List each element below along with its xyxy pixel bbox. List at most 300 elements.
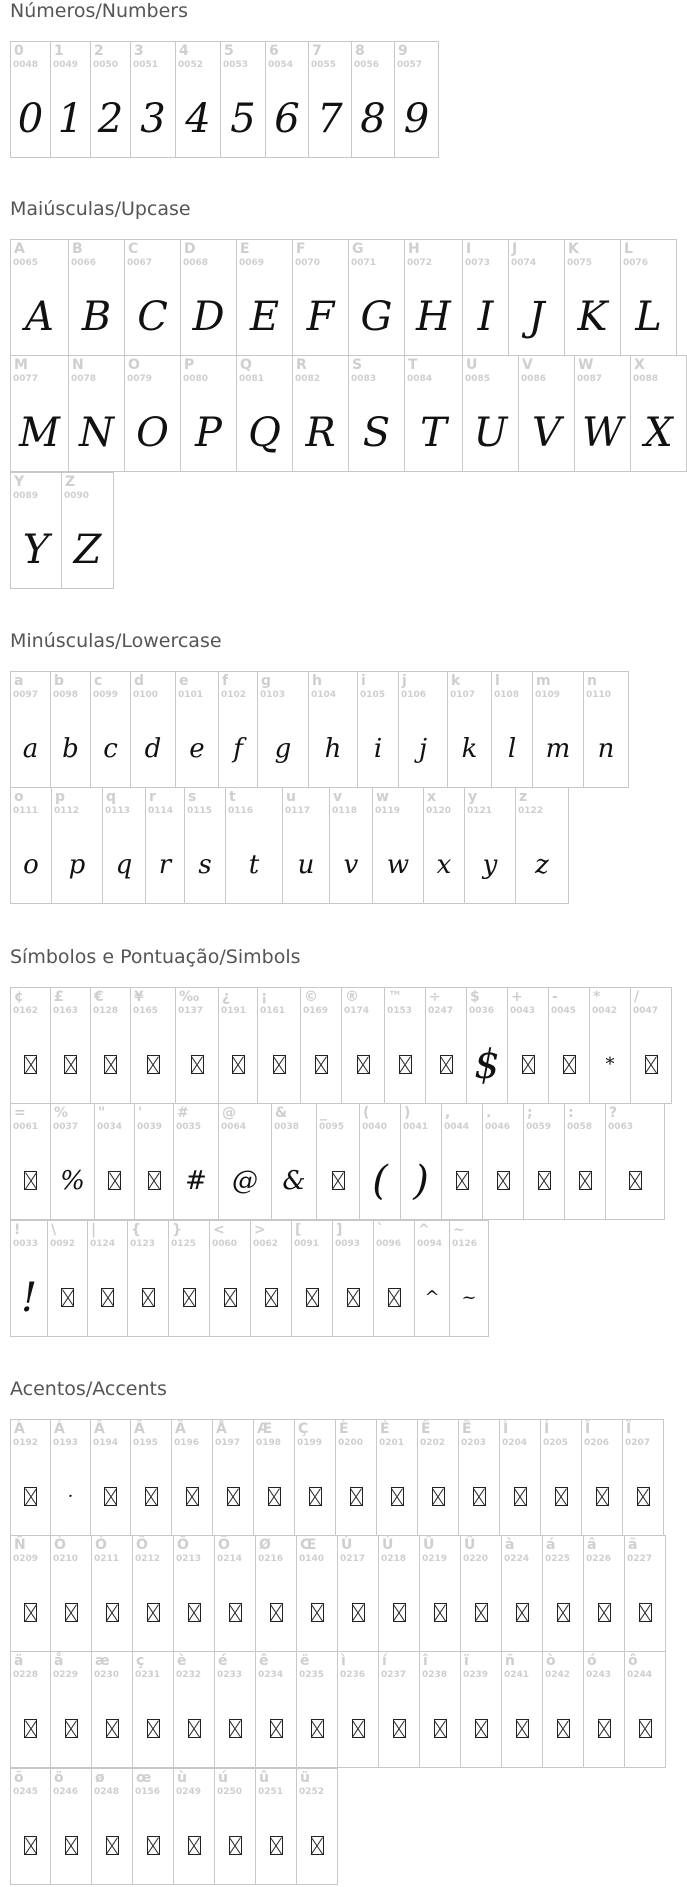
missing-glyph-box-icon <box>229 1836 242 1855</box>
missing-glyph-box-icon <box>106 1603 119 1622</box>
missing-glyph-icon <box>426 1026 466 1103</box>
glyph-code-label: 0116 <box>228 806 254 816</box>
missing-glyph-box-icon <box>232 1055 245 1074</box>
glyph-code-label: 0232 <box>176 1670 202 1680</box>
missing-glyph-box-icon <box>434 1603 447 1622</box>
glyph-cell-0212 <box>132 1535 174 1652</box>
glyph-code-label: 0047 <box>633 1006 659 1016</box>
glyph-cell-0086 <box>518 355 575 472</box>
missing-glyph-icon <box>91 1458 130 1535</box>
glyph-cell-0193 <box>50 1419 91 1536</box>
missing-glyph-box-icon <box>352 1719 365 1738</box>
glyph-code-label: 0194 <box>93 1438 119 1448</box>
glyph-char-label: B <box>72 241 83 257</box>
missing-glyph-box-icon <box>473 1487 486 1506</box>
glyph-char-label: R <box>296 357 307 373</box>
glyph-sample: & <box>282 1165 306 1196</box>
glyph-code-label: 0036 <box>469 1006 495 1016</box>
missing-glyph-icon <box>336 1458 376 1535</box>
glyph-cell-0059 <box>523 1103 565 1220</box>
glyph-cell-0105 <box>357 671 399 788</box>
glyph-cell-0115 <box>184 787 226 904</box>
missing-glyph-icon <box>584 1574 624 1651</box>
glyph-char-label: r <box>149 789 156 805</box>
glyph-code-label: 0046 <box>485 1122 511 1132</box>
glyph-cell-0100 <box>130 671 176 788</box>
glyph-code-label: 0204 <box>502 1438 528 1448</box>
glyph-code-label: 0247 <box>428 1006 454 1016</box>
glyph-char-label: C <box>128 241 139 257</box>
glyph-cell-0036 <box>466 987 508 1104</box>
glyph-code-label: 0248 <box>94 1787 120 1797</box>
glyph-char-label: â <box>587 1537 597 1553</box>
glyph-cell-0228 <box>10 1651 51 1768</box>
glyph-sample: B <box>81 293 112 340</box>
glyph-cell-0243 <box>583 1651 625 1768</box>
glyph-char-label: " <box>98 1105 106 1121</box>
missing-glyph-box-icon <box>191 1055 204 1074</box>
glyph-cell-0209 <box>10 1535 51 1652</box>
glyph-char-label: M <box>14 357 28 373</box>
glyph-cell-0065 <box>10 239 69 356</box>
glyph-char-label: [ <box>295 1222 302 1238</box>
glyph-sample: · <box>67 1486 74 1507</box>
missing-glyph-icon <box>51 1574 91 1651</box>
glyph-code-label: 0073 <box>465 258 491 268</box>
glyph-sample: e <box>189 733 205 764</box>
missing-glyph-box-icon <box>65 1836 78 1855</box>
missing-glyph-icon <box>92 1574 132 1651</box>
glyph-code-label: 0198 <box>256 1438 282 1448</box>
glyph-code-label: 0065 <box>13 258 39 268</box>
glyph-sample: M <box>19 409 60 456</box>
missing-glyph-icon <box>131 1458 171 1535</box>
glyph-cell-0126 <box>449 1220 489 1337</box>
missing-glyph-icon <box>541 1458 581 1535</box>
glyph-code-label: 0093 <box>335 1239 361 1249</box>
glyph-code-label: 0120 <box>426 806 452 816</box>
glyph-char-label: i <box>361 673 366 689</box>
glyph-char-label: ‰ <box>179 989 200 1005</box>
glyph-char-label: a <box>14 673 24 689</box>
glyph-char-label: è <box>177 1653 187 1669</box>
missing-glyph-box-icon <box>24 1603 37 1622</box>
glyph-code-label: 0123 <box>130 1239 156 1249</box>
missing-glyph-icon <box>625 1574 665 1651</box>
missing-glyph-box-icon <box>388 1288 401 1307</box>
glyph-sample: E <box>249 293 280 340</box>
glyph-cell-0201 <box>376 1419 418 1536</box>
glyph-code-label: 0122 <box>518 806 544 816</box>
glyph-sample: i <box>373 733 383 764</box>
glyph-char-label: { <box>131 1222 141 1238</box>
glyph-code-label: 0227 <box>627 1554 653 1564</box>
glyph-char-label: à <box>505 1537 515 1553</box>
missing-glyph-box-icon <box>229 1603 242 1622</box>
glyph-char-label: ï <box>464 1653 469 1669</box>
missing-glyph-box-icon <box>497 1171 510 1190</box>
glyph-cell-0226 <box>583 1535 625 1652</box>
glyph-cell-0094 <box>414 1220 450 1337</box>
glyph-char-label: o <box>14 789 24 805</box>
missing-glyph-box-icon <box>24 1055 37 1074</box>
glyph-sample: h <box>324 733 342 764</box>
glyph-sample: t <box>248 849 260 880</box>
missing-glyph-box-icon <box>306 1288 319 1307</box>
glyph-sample: ~ <box>461 1287 477 1308</box>
glyph-sample: X <box>644 409 673 456</box>
glyph-row <box>10 1768 337 1885</box>
glyph-char-label: Ô <box>136 1537 148 1553</box>
glyph-cell-0041 <box>400 1103 442 1220</box>
missing-glyph-box-icon <box>357 1055 370 1074</box>
glyph-sample: $ <box>474 1041 500 1088</box>
glyph-code-label: 0197 <box>215 1438 241 1448</box>
glyph-code-label: 0140 <box>299 1554 325 1564</box>
glyph-code-label: 0165 <box>133 1006 159 1016</box>
glyph-cell-0204 <box>499 1419 541 1536</box>
glyph-code-label: 0075 <box>567 258 593 268</box>
glyph-char-label: Ò <box>54 1537 66 1553</box>
glyph-char-label: w <box>376 789 389 805</box>
glyph-code-label: 0079 <box>127 374 153 384</box>
glyph-code-label: 0212 <box>135 1554 161 1564</box>
glyph-cell-0068 <box>180 239 237 356</box>
glyph-code-label: 0191 <box>221 1006 247 1016</box>
glyph-sample: u <box>297 849 315 880</box>
glyph-cell-0102 <box>218 671 258 788</box>
glyph-code-label: 0095 <box>319 1122 345 1132</box>
glyph-char-label: ! <box>14 1222 21 1238</box>
glyph-code-label: 0050 <box>93 60 119 70</box>
glyph-sample: R <box>305 409 336 456</box>
glyph-code-label: 0104 <box>311 690 337 700</box>
glyph-code-label: 0246 <box>53 1787 79 1797</box>
glyph-code-label: 0156 <box>135 1787 161 1797</box>
glyph-sample: J <box>528 293 545 340</box>
section-title-acentos-accents: Acentos/Accents <box>10 1378 167 1400</box>
glyph-code-label: 0239 <box>463 1670 489 1680</box>
glyph-code-label: 0137 <box>178 1006 204 1016</box>
missing-glyph-icon <box>379 1690 419 1767</box>
glyph-row <box>10 355 686 472</box>
glyph-char-label: X <box>634 357 645 373</box>
glyph-cell-0093 <box>332 1220 374 1337</box>
missing-glyph-box-icon <box>183 1288 196 1307</box>
glyph-char-label: c <box>94 673 103 689</box>
glyph-char-label: È <box>339 1421 349 1437</box>
glyph-char-label: é <box>218 1653 228 1669</box>
glyph-cell-0081 <box>236 355 293 472</box>
missing-glyph-icon <box>88 1259 127 1336</box>
glyph-char-label: H <box>408 241 420 257</box>
glyph-sample: W <box>581 409 624 456</box>
glyph-cell-0169 <box>300 987 342 1104</box>
glyph-cell-0074 <box>508 239 565 356</box>
glyph-code-label: 0174 <box>344 1006 370 1016</box>
glyph-code-label: 0252 <box>299 1787 325 1797</box>
glyph-cell-0062 <box>250 1220 292 1337</box>
missing-glyph-icon <box>256 1574 296 1651</box>
missing-glyph-icon <box>51 1807 91 1884</box>
glyph-char-label: Ï <box>626 1421 632 1437</box>
missing-glyph-icon <box>210 1259 250 1336</box>
missing-glyph-box-icon <box>270 1836 283 1855</box>
glyph-code-label: 0098 <box>53 690 79 700</box>
glyph-code-label: 0044 <box>444 1122 470 1132</box>
glyph-char-label: < <box>213 1222 225 1238</box>
glyph-char-label: Ü <box>464 1537 476 1553</box>
glyph-code-label: 0082 <box>295 374 321 384</box>
glyph-code-label: 0087 <box>577 374 603 384</box>
glyph-cell-0238 <box>419 1651 461 1768</box>
glyph-cell-0247 <box>425 987 467 1104</box>
glyph-code-label: 0245 <box>13 1787 39 1797</box>
glyph-cell-0063 <box>605 1103 665 1220</box>
glyph-sample: 2 <box>97 95 124 142</box>
missing-glyph-box-icon <box>645 1055 658 1074</box>
glyph-cell-0245 <box>10 1768 51 1885</box>
glyph-code-label: 0117 <box>285 806 311 816</box>
glyph-cell-0163 <box>50 987 91 1104</box>
glyph-code-label: 0192 <box>13 1438 39 1448</box>
missing-glyph-box-icon <box>629 1171 642 1190</box>
missing-glyph-icon <box>502 1574 542 1651</box>
glyph-sample: U <box>473 409 508 456</box>
glyph-char-label: ^ <box>418 1222 430 1238</box>
missing-glyph-icon <box>606 1142 664 1219</box>
glyph-code-label: 0217 <box>340 1554 366 1564</box>
glyph-code-label: 0057 <box>397 60 423 70</box>
glyph-cell-0230 <box>91 1651 133 1768</box>
missing-glyph-icon <box>338 1574 378 1651</box>
glyph-sample: ( <box>372 1157 388 1204</box>
glyph-cell-0046 <box>482 1103 524 1220</box>
glyph-cell-0218 <box>378 1535 420 1652</box>
missing-glyph-box-icon <box>145 1487 158 1506</box>
glyph-sample: * <box>605 1054 615 1075</box>
missing-glyph-box-icon <box>104 1055 117 1074</box>
glyph-cell-0075 <box>564 239 621 356</box>
glyph-cell-0233 <box>214 1651 256 1768</box>
glyph-cell-0034 <box>94 1103 135 1220</box>
missing-glyph-box-icon <box>188 1836 201 1855</box>
glyph-code-label: 0058 <box>567 1122 593 1132</box>
missing-glyph-icon <box>169 1259 209 1336</box>
glyph-code-label: 0119 <box>375 806 401 816</box>
missing-glyph-icon <box>11 1807 50 1884</box>
glyph-code-label: 0037 <box>53 1122 79 1132</box>
glyph-char-label: ô <box>628 1653 638 1669</box>
glyph-char-label: ¡ <box>261 989 268 1005</box>
glyph-sample: Y <box>22 526 50 573</box>
glyph-char-label: É <box>380 1421 390 1437</box>
glyph-cell-0194 <box>90 1419 131 1536</box>
glyph-char-label: 3 <box>134 43 144 59</box>
glyph-char-label: E <box>240 241 250 257</box>
glyph-code-label: 0228 <box>13 1670 39 1680</box>
glyph-code-label: 0207 <box>625 1438 651 1448</box>
glyph-sample: n <box>597 733 615 764</box>
glyph-code-label: 0118 <box>332 806 358 816</box>
glyph-code-label: 0153 <box>387 1006 413 1016</box>
missing-glyph-icon <box>500 1458 540 1535</box>
glyph-char-label: û <box>259 1770 269 1786</box>
glyph-char-label: % <box>54 1105 69 1121</box>
glyph-code-label: 0230 <box>94 1670 120 1680</box>
missing-glyph-box-icon <box>393 1719 406 1738</box>
glyph-code-label: 0216 <box>258 1554 284 1564</box>
glyph-char-label: ú <box>218 1770 228 1786</box>
glyph-code-label: 0053 <box>223 60 249 70</box>
glyph-char-label: N <box>72 357 84 373</box>
missing-glyph-box-icon <box>352 1603 365 1622</box>
glyph-code-label: 0231 <box>135 1670 161 1680</box>
glyph-cell-0196 <box>171 1419 213 1536</box>
section-title-mai-sculas-upcase: Maiúsculas/Upcase <box>10 198 191 220</box>
glyph-code-label: 0242 <box>545 1670 571 1680</box>
glyph-cell-0216 <box>255 1535 297 1652</box>
glyph-char-label: œ <box>136 1770 152 1786</box>
missing-glyph-icon <box>543 1574 583 1651</box>
glyph-code-label: 0069 <box>239 258 265 268</box>
missing-glyph-icon <box>11 1690 50 1767</box>
glyph-cell-0050 <box>90 41 131 158</box>
glyph-cell-0195 <box>130 1419 172 1536</box>
glyph-char-label: ¿ <box>222 989 231 1005</box>
glyph-char-label: Ì <box>503 1421 509 1437</box>
glyph-cell-0237 <box>378 1651 420 1768</box>
glyph-char-label: ì <box>341 1653 346 1669</box>
missing-glyph-icon <box>215 1574 255 1651</box>
glyph-char-label: Z <box>65 474 76 490</box>
glyph-code-label: 0071 <box>351 258 377 268</box>
missing-glyph-icon <box>176 1026 218 1103</box>
glyph-code-label: 0103 <box>260 690 286 700</box>
glyph-cell-0165 <box>130 987 176 1104</box>
glyph-cell-0244 <box>624 1651 666 1768</box>
glyph-code-label: 0203 <box>461 1438 487 1448</box>
glyph-cell-0079 <box>124 355 181 472</box>
glyph-sample: S <box>362 409 391 456</box>
glyph-char-label: ~ <box>453 1222 465 1238</box>
glyph-char-label: l <box>495 673 500 689</box>
glyph-char-label: Æ <box>257 1421 273 1437</box>
glyph-char-label: õ <box>14 1770 24 1786</box>
missing-glyph-box-icon <box>148 1171 161 1190</box>
glyph-sample: p <box>68 849 86 880</box>
missing-glyph-box-icon <box>522 1055 535 1074</box>
glyph-char-label: e <box>179 673 189 689</box>
missing-glyph-icon <box>295 1458 335 1535</box>
missing-glyph-icon <box>95 1142 134 1219</box>
glyph-cell-0040 <box>359 1103 401 1220</box>
glyph-char-label: 2 <box>94 43 104 59</box>
missing-glyph-box-icon <box>332 1171 345 1190</box>
glyph-cell-0051 <box>130 41 176 158</box>
glyph-char-label: ö <box>54 1770 64 1786</box>
glyph-code-label: 0064 <box>221 1122 247 1132</box>
glyph-char-label: Â <box>94 1421 105 1437</box>
glyph-sample: C <box>137 293 168 340</box>
missing-glyph-icon <box>301 1026 341 1103</box>
glyph-cell-0043 <box>507 987 549 1104</box>
glyph-sample: 6 <box>274 95 300 142</box>
glyph-code-label: 0094 <box>417 1239 443 1249</box>
glyph-code-label: 0251 <box>258 1787 284 1797</box>
glyph-code-label: 0234 <box>258 1670 284 1680</box>
missing-glyph-box-icon <box>24 1487 37 1506</box>
glyph-char-label: . <box>486 1105 492 1121</box>
glyph-char-label: í <box>382 1653 387 1669</box>
glyph-char-label: Î <box>585 1421 591 1437</box>
glyph-cell-0070 <box>292 239 349 356</box>
glyph-sample: 8 <box>360 95 386 142</box>
missing-glyph-box-icon <box>65 1719 78 1738</box>
missing-glyph-icon <box>91 1026 130 1103</box>
glyph-cell-0091 <box>291 1220 333 1337</box>
missing-glyph-box-icon <box>24 1836 37 1855</box>
glyph-row <box>10 239 676 356</box>
glyph-cell-0089 <box>10 472 62 589</box>
glyph-cell-0227 <box>624 1535 666 1652</box>
glyph-code-label: 0224 <box>504 1554 530 1564</box>
glyph-char-label: \ <box>51 1222 57 1238</box>
missing-glyph-icon <box>379 1574 419 1651</box>
missing-glyph-icon <box>524 1142 564 1219</box>
glyph-char-label: 6 <box>269 43 279 59</box>
glyph-code-label: 0070 <box>295 258 321 268</box>
glyph-code-label: 0229 <box>53 1670 79 1680</box>
missing-glyph-icon <box>256 1807 296 1884</box>
glyph-cell-0103 <box>257 671 309 788</box>
missing-glyph-icon <box>625 1690 665 1767</box>
glyph-code-label: 0062 <box>253 1239 279 1249</box>
glyph-code-label: 0113 <box>105 806 131 816</box>
missing-glyph-icon <box>565 1142 605 1219</box>
glyph-code-label: 0041 <box>403 1122 429 1132</box>
glyph-cell-0197 <box>212 1419 254 1536</box>
glyph-char-label: K <box>568 241 579 257</box>
glyph-sample: Z <box>73 526 102 573</box>
glyph-code-label: 0039 <box>137 1122 163 1132</box>
glyph-cell-0113 <box>102 787 146 904</box>
glyph-sample: H <box>416 293 451 340</box>
missing-glyph-icon <box>133 1807 173 1884</box>
glyph-cell-0210 <box>50 1535 92 1652</box>
glyph-cell-0052 <box>175 41 221 158</box>
glyph-char-label: å <box>54 1653 64 1669</box>
glyph-code-label: 0110 <box>586 690 612 700</box>
glyph-char-label: Q <box>240 357 252 373</box>
glyph-code-label: 0074 <box>511 258 537 268</box>
glyph-cell-0072 <box>404 239 463 356</box>
missing-glyph-box-icon <box>147 1719 160 1738</box>
glyph-code-label: 0105 <box>360 690 386 700</box>
missing-glyph-box-icon <box>639 1719 652 1738</box>
glyph-cell-0248 <box>91 1768 133 1885</box>
glyph-code-label: 0077 <box>13 374 39 384</box>
missing-glyph-icon <box>11 1458 50 1535</box>
glyph-cell-0128 <box>90 987 131 1104</box>
glyph-cell-0241 <box>501 1651 543 1768</box>
glyph-code-label: 0072 <box>407 258 433 268</box>
glyph-cell-0077 <box>10 355 69 472</box>
glyph-code-label: 0076 <box>623 258 649 268</box>
glyph-cell-0085 <box>462 355 519 472</box>
glyph-char-label: ; <box>527 1105 533 1121</box>
glyph-char-label: ó <box>587 1653 597 1669</box>
